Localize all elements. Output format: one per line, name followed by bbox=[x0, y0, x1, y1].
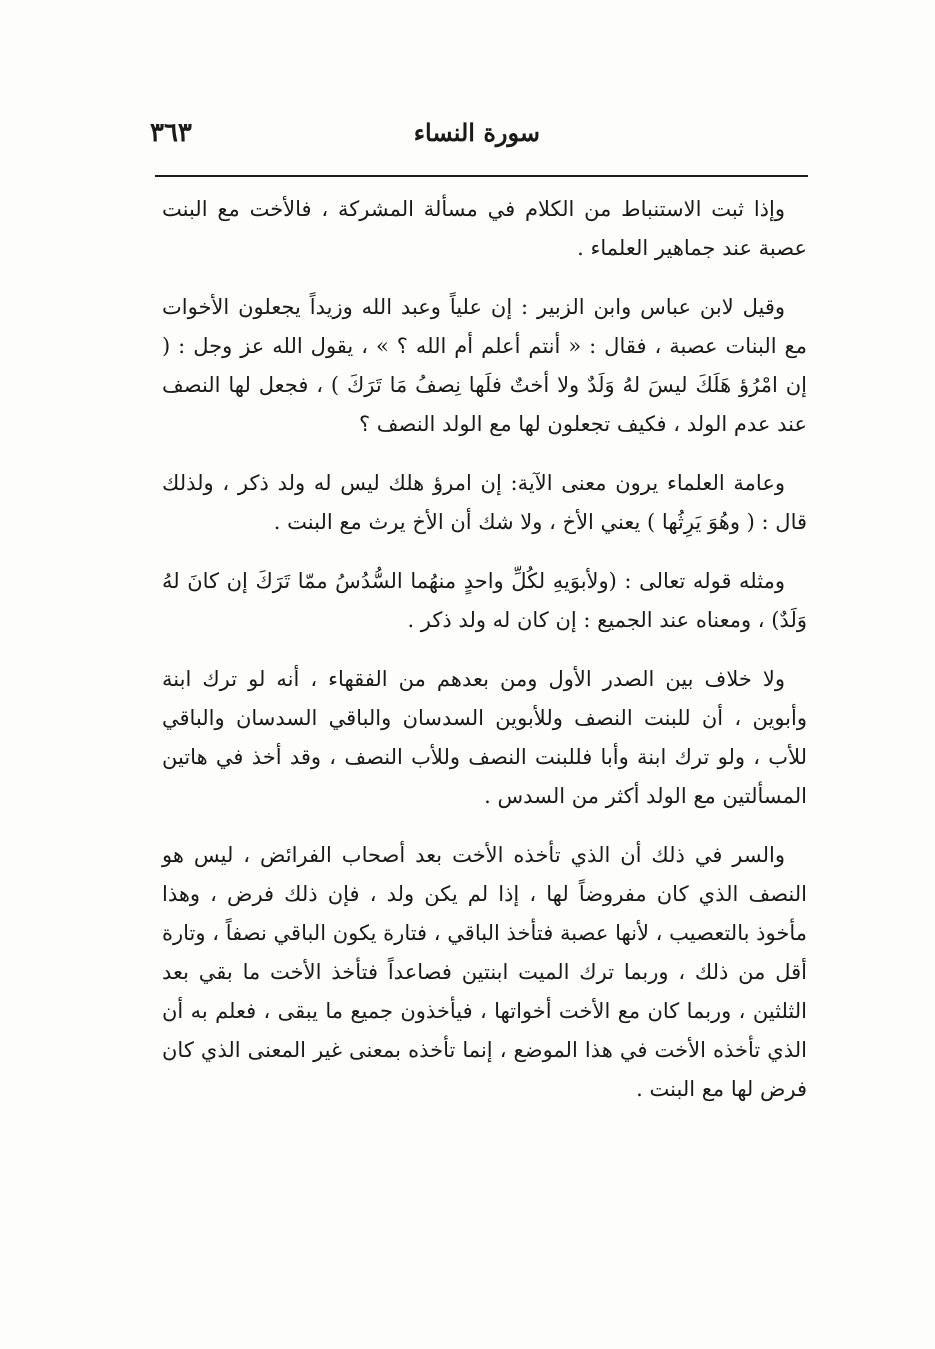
header-divider bbox=[155, 175, 808, 177]
page-number: ٣٦٣ bbox=[150, 118, 192, 148]
paragraph-2: وقيل لابن عباس وابن الزبير : إن علياً وعبد الله وزيداً يجعلون الأخوات مع البنات عصبة ، فقال : « أنتم أعلم أم الله ؟ » ، يقول الله عز وجل : ( إن امْرُؤ هَلَكَ ليسَ لهُ وَلَدٌ ولا أختٌ فلَها نِصفُ مَا تَرَكَ ) ، فجعل لها النصف عند عدم الولد ، فكيف تجعلون لها مع الولد النصف ؟ bbox=[162, 295, 807, 436]
paragraph-4: ومثله قوله تعالى : (ولأبوَيهِ لكُلِّ واحدٍ منهُما السُّدُسُ ممّا تَرَكَ إن كانَ لهُ وَلَدٌ) ، ومعناه عند الجميع : إن كان له ولد ذكر . bbox=[162, 569, 807, 632]
page-header bbox=[150, 110, 810, 160]
paragraph-6: والسر في ذلك أن الذي تأخذه الأخت بعد أصحاب الفرائض ، ليس هو النصف الذي كان مفروضاً لها ، إذا لم يكن ولد ، فإن ذلك فرض ، وهذا مأخوذ بالتعصيب ، لأنها عصبة فتأخذ الباقي ، فتارة يكون الباقي نصفاً ، وتارة أقل من ذلك ، وربما ترك الميت ابنتين فصاعداً فتأخذ الأخت ما بقي بعد الثلثين ، وربما كان مع الأخت أخواتها ، فيأخذون جميع ما يبقى ، فعلم به أن الذي تأخذه الأخت في هذا الموضع ، إنما تأخذه بمعنى غير المعنى الذي كان فرض لها مع البنت . bbox=[162, 843, 807, 1101]
paragraph-1: وإذا ثبت الاستنباط من الكلام في مسألة المشركة ، فالأخت مع البنت عصبة عند جماهير العلماء . bbox=[162, 197, 807, 260]
paragraph-5: ولا خلاف بين الصدر الأول ومن بعدهم من الفقهاء ، أنه لو ترك ابنة وأبوين ، أن للبنت النصف وللأبوين السدسان والباقي السدسان والباقي للأب ، ولو ترك ابنة وأبا فللبنت النصف وللأب النصف ، وقد أخذ في هاتين المسألتين مع الولد أكثر من السدس . bbox=[162, 667, 807, 808]
page-body bbox=[162, 190, 807, 1129]
paragraph-3: وعامة العلماء يرون معنى الآية: إن امرؤ هلك ليس له ولد ذكر ، ولذلك قال : ( وهُوَ يَرِثُها ) يعني الأخ ، ولا شك أن الأخ يرث مع البنت . bbox=[162, 471, 807, 534]
surah-title: سورة النساء bbox=[413, 118, 540, 147]
